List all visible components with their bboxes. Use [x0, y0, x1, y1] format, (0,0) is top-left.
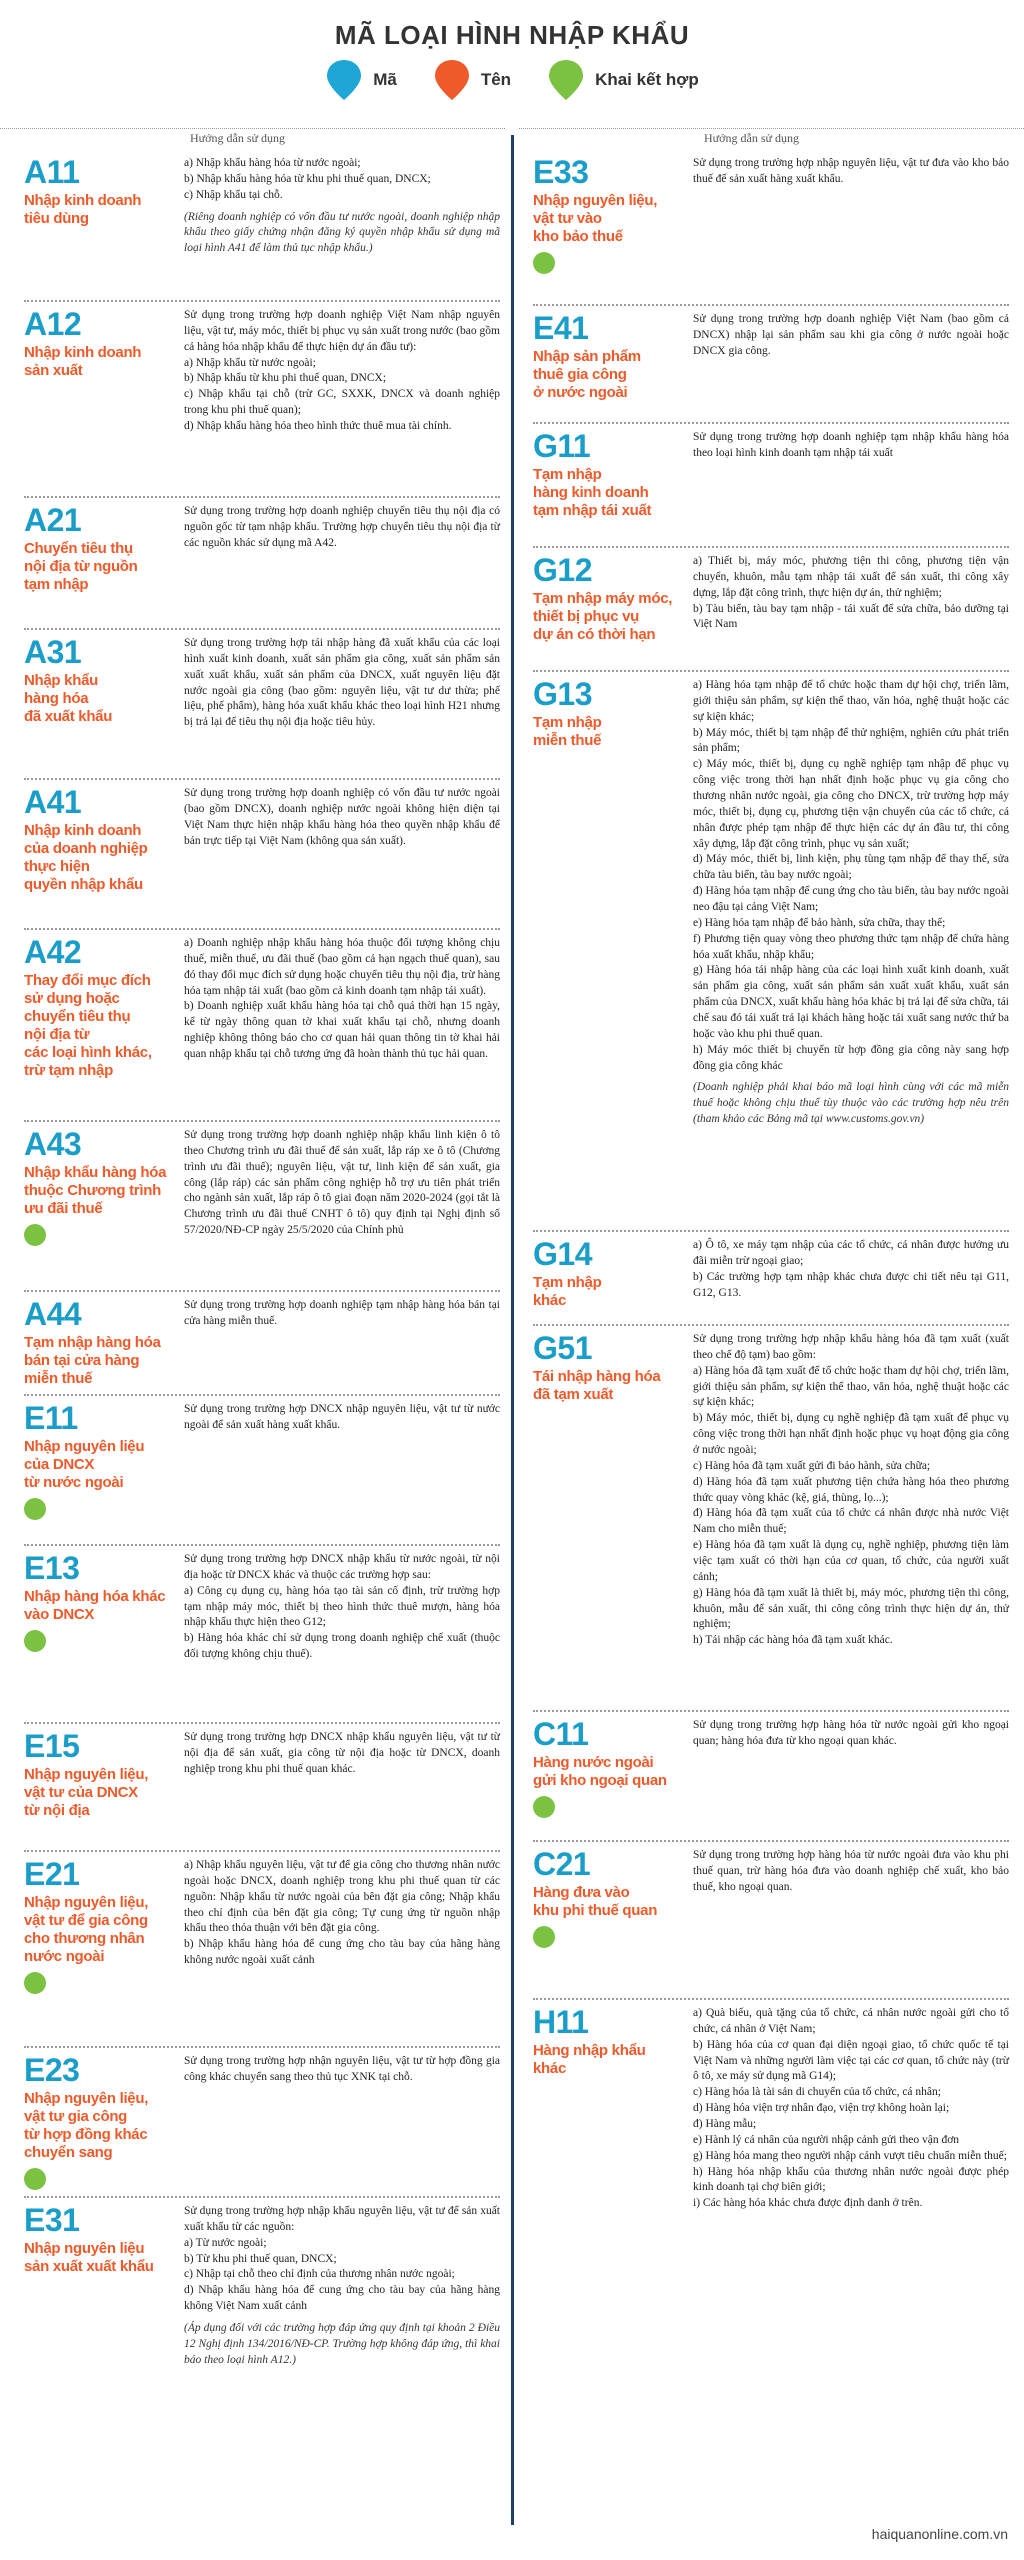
combined-declaration-dot-icon: [24, 2168, 46, 2190]
type-code: C11: [533, 1716, 589, 1752]
type-code: E11: [24, 1400, 78, 1436]
type-name: Chuyển tiêu thụ nội địa từ nguồn tạm nhập: [24, 540, 138, 593]
legend-label-combined: Khai kết hợp: [595, 70, 699, 89]
code-entry: [24, 498, 500, 630]
usage-text: Sử dụng trong trường hợp doanh nghiệp chuyển tiêu thụ nội địa có nguồn gốc từ tạm nhập khẩu. Trường hợp chuyển tiêu thụ nội địa từ các nguồn khác sử dụng mã A42.: [184, 505, 500, 549]
code-block: [24, 780, 184, 928]
code-entry: [24, 1396, 500, 1546]
type-name: Nhập khẩu hàng hóa đã xuất khẩu: [24, 672, 113, 725]
type-code: E33: [533, 154, 589, 190]
type-name: Nhập nguyên liệu, vật tư vào kho bảo thuế: [533, 192, 658, 245]
type-name: Hàng đưa vào khu phi thuế quan: [533, 1884, 658, 1919]
footer-source: haiquanonline.com.vn: [871, 2526, 1008, 2542]
usage-guide: [693, 1712, 1009, 1840]
type-name: Nhập khẩu hàng hóa thuộc Chương trình ưu đãi thuế: [24, 1164, 167, 1217]
code-entry: [24, 2198, 500, 2408]
code-block: [24, 930, 184, 1120]
code-entry: [533, 1842, 1009, 2000]
usage-guide: [693, 150, 1009, 304]
legend: [0, 58, 1024, 102]
usage-text: Sử dụng trong trường hợp nhập khẩu nguyên liệu, vật tư để sản xuất xuất khẩu từ các nguồn: a) Từ nước ngoài; b) Từ khu phi thuế quan, DNCX; c) Nhập tại chỗ theo chỉ định của thương nhân nước ngoài; d) Nhập khẩu hàng hóa để cung ứng cho tàu bay của hãng hàng không Việt Nam xuất cảnh: [184, 2205, 500, 2313]
code-block: [24, 1292, 184, 1394]
type-name: Thay đổi mục đích sử dụng hoặc chuyển tiêu thụ nội địa từ các loại hình khác, trừ tạm nhập: [24, 972, 152, 1079]
code-entry: [24, 930, 500, 1122]
usage-guide: [184, 1122, 500, 1290]
code-block: [533, 1232, 693, 1324]
usage-note: (Áp dụng đối với các trường hợp đáp ứng quy định tại khoản 2 Điều 12 Nghị định 134/2016/NĐ-CP. Trường hợp không đáp ứng, thì khai báo theo loại hình A12.): [184, 2322, 500, 2366]
code-entry: [24, 780, 500, 930]
combined-declaration-dot-icon: [533, 1796, 555, 1818]
usage-guide: [693, 2000, 1009, 2290]
usage-text: a) Nhập khẩu hàng hóa từ nước ngoài; b) Nhập khẩu hàng hóa từ khu phi thuế quan, DNCX; c) Nhập khẩu tại chỗ.: [184, 157, 431, 201]
type-name: Nhập nguyên liệu, vật tư để gia công cho thương nhân nước ngoài: [24, 1894, 149, 1965]
code-entry: [24, 630, 500, 780]
code-block: [533, 1326, 693, 1710]
type-name: Hàng nước ngoài gửi kho ngoại quan: [533, 1754, 667, 1789]
map-pin-icon: [547, 58, 585, 102]
type-code: E31: [24, 2202, 80, 2238]
usage-guide: [184, 930, 500, 1120]
legend-label-code: Mã: [373, 70, 397, 89]
usage-text: Sử dụng trong trường hợp DNCX nhập khẩu từ nước ngoài, từ nội địa hoặc từ DNCX khác và thuộc các trường hợp sau: a) Công cụ dụng cụ, hàng hóa tạo tài sản cố định, trừ trường hợp tạm nhập máy móc, thiết bị theo hình thức thuê mượn, hàng hóa nhập khẩu thực hiện theo G12; b) Hàng hóa khác chỉ sử dụng trong doanh nghiệp chế xuất (thuộc đối tượng không chịu thuế).: [184, 1553, 500, 1661]
code-entry: [24, 1546, 500, 1724]
type-name: Nhập nguyên liệu sản xuất xuất khẩu: [24, 2240, 154, 2275]
type-name: Hàng nhập khẩu khác: [533, 2042, 646, 2077]
pin-shape: [327, 60, 361, 100]
column-header-right: [519, 128, 1024, 146]
legend-item-name: [433, 58, 511, 102]
column-header-left: [0, 128, 505, 146]
usage-text: a) Thiết bị, máy móc, phương tiện thi công, phương tiện vận chuyển, khuôn, mẫu tạm nhập tái xuất để sản xuất, thi công xây dựng, lắp đặt công trình, thực hiện dự án, thử nghiệm; b) Tàu biển, tàu bay tạm nhập - tái xuất để sửa chữa, bảo dưỡng tại Việt Nam: [693, 555, 1009, 631]
type-name: Tái nhập hàng hóa đã tạm xuất: [533, 1368, 661, 1403]
code-block: [24, 498, 184, 628]
code-entry: [24, 2048, 500, 2198]
type-code: H11: [533, 2004, 589, 2040]
code-entry: [533, 306, 1009, 424]
usage-text: a) Ô tô, xe máy tạm nhập của các tổ chức, cá nhân được hưởng ưu đãi miễn trừ ngoại giao; b) Các trường hợp tạm nhập khác chưa được chi tiết nêu tại G11, G12, G13.: [693, 1239, 1009, 1299]
page-title: MÃ LOẠI HÌNH NHẬP KHẨU: [334, 20, 690, 50]
code-entry: [24, 1724, 500, 1852]
type-code: E41: [533, 310, 589, 346]
type-code: C21: [533, 1846, 591, 1882]
code-entry: [24, 150, 500, 302]
map-pin-icon: [433, 58, 471, 102]
code-block: [24, 630, 184, 778]
code-block: [24, 150, 184, 300]
type-name: Tạm nhập hàng kinh doanh tạm nhập tái xuất: [533, 466, 652, 519]
usage-guide: [693, 424, 1009, 546]
usage-text: a) Hàng hóa tạm nhập để tổ chức hoặc tham dự hội chợ, triển lãm, giới thiệu sản phẩm, sự kiện thể thao, văn hóa, nghệ thuật hoặc các sự kiện khác; b) Máy móc, thiết bị tạm nhập để thử nghiệm, nghiên cứu phát triển sản phẩm; c) Máy móc, thiết bị, dụng cụ nghề nghiệp tạm nhập để phục vụ công việc trong thời hạn nhất định hoặc phục vụ gia công cho thương nhân nước ngoài, gia công cho DNCX, trừ trường hợp máy móc, thiết bị, dụng cụ, phương tiện vận chuyển của các tổ chức, cá nhân được phép tạm nhập để thực hiện các dự án đầu tư, thi công xây dựng, lắp đặt công trình, phục vụ sản xuất; d) Máy móc, thiết bị, linh kiện, phụ tùng tạm nhập để thay thế, sửa chữa tàu biển, tàu bay nước ngoài; đ) Hàng hóa tạm nhập để cung ứng cho tàu biển, tàu bay nước ngoài neo đậu tại cảng Việt Nam; e) Hàng hóa tạm nhập để bảo hành, sửa chữa, thay thế; f) Phương tiện quay vòng theo phương thức tạm nhập để chứa hàng hóa xuất khẩu, nhập khẩu; g) Hàng hóa tái nhập hàng của các loại hình xuất kinh doanh, xuất sản phẩm gia công, xuất sản phẩm sản xuất xuất khẩu, xuất sản phẩm của DNCX, xuất khẩu hàng hóa khác bị trả lại để sửa chữa, tái chế sau đó tái xuất trả lại khách hàng hoặc tái xuất sang nước thứ ba hoặc vào khu phi thuế quan. h) Máy móc thiết bị chuyển từ hợp đồng gia công này sang hợp đồng gia công khác: [693, 679, 1009, 1072]
combined-declaration-dot-icon: [533, 1926, 555, 1948]
map-pin-icon: [325, 58, 363, 102]
type-name: Tạm nhập máy móc, thiết bị phục vụ dự án có thời hạn: [533, 590, 673, 643]
type-code: E23: [24, 2052, 80, 2088]
code-block: [24, 302, 184, 496]
code-block: [24, 1852, 184, 2046]
pin-shape: [435, 60, 469, 100]
type-code: A42: [24, 934, 82, 970]
code-entry: [533, 672, 1009, 1232]
usage-text: Sử dụng trong trường hợp doanh nghiệp tạm nhập hàng hóa bán tại cửa hàng miễn thuế.: [184, 1299, 500, 1327]
type-code: A41: [24, 784, 82, 820]
usage-text: a) Quà biếu, quà tặng của tổ chức, cá nhân nước ngoài gửi cho tổ chức, cá nhân ở Việt Nam; b) Hàng hóa của cơ quan đại diện ngoại giao, tổ chức quốc tế tại Việt Nam và những người làm việc tại các cơ quan, tổ chức này (trừ ô tô, xe máy sử dụng mã G14); c) Hàng hóa là tài sản di chuyển của tổ chức, cá nhân; d) Hàng hóa viện trợ nhân đạo, viện trợ không hoàn lại; đ) Hàng mẫu; e) Hành lý cá nhân của người nhập cảnh gửi theo vận đơn g) Hàng hóa mang theo người nhập cảnh vượt tiêu chuẩn miễn thuế; h) Hàng hóa nhập khẩu của thương nhân nước ngoài được phép kinh doanh tại chợ biên giới; i) Các hàng hóa khác chưa được định danh ở trên.: [693, 2007, 1009, 2210]
usage-text: a) Nhập khẩu nguyên liệu, vật tư để gia công cho thương nhân nước ngoài hoặc DNCX, doanh nghiệp trong khu phi thuế quan từ các nguồn: Nhập khẩu từ nước ngoài của bên đặt gia công; Nhập khẩu theo chỉ định của bên đặt gia công; Tự cung ứng từ nguồn nhập khẩu theo thỏa thuận với bên đặt gia công. b) Nhập khẩu hàng hóa để cung ứng cho tàu bay của hãng hàng không nước ngoài xuất cảnh: [184, 1859, 500, 1967]
column-header-right-label: Hướng dẫn sử dụng: [704, 131, 800, 145]
usage-text: Sử dụng trong trường hợp doanh nghiệp Việt Nam (bao gồm cả DNCX) nhập lại sản phẩm sau khi gia công ở nước ngoài hoặc DNCX gia công.: [693, 313, 1009, 357]
type-code: G11: [533, 428, 591, 464]
usage-guide: [693, 1842, 1009, 1998]
right-column: [533, 150, 1009, 2290]
usage-guide: [184, 1546, 500, 1722]
type-code: G12: [533, 552, 592, 588]
type-code: G13: [533, 676, 592, 712]
combined-declaration-dot-icon: [24, 1224, 46, 1246]
code-entry: [24, 302, 500, 498]
code-entry: [533, 424, 1009, 548]
usage-text: Sử dụng trong trường hợp DNCX nhập nguyên liệu, vật tư từ nước ngoài để sản xuất hàng xuất khẩu.: [184, 1403, 500, 1431]
legend-item-code: [325, 58, 397, 102]
code-entry: [533, 1712, 1009, 1842]
combined-declaration-dot-icon: [533, 252, 555, 274]
type-code: G14: [533, 1236, 592, 1272]
type-name: Nhập nguyên liệu của DNCX từ nước ngoài: [24, 1438, 145, 1491]
type-code: A21: [24, 502, 82, 538]
combined-declaration-dot-icon: [24, 1630, 46, 1652]
type-name: Nhập hàng hóa khác vào DNCX: [24, 1588, 166, 1623]
type-name: Tạm nhập khác: [533, 1274, 602, 1309]
code-entry: [533, 1326, 1009, 1712]
type-code: E13: [24, 1550, 80, 1586]
usage-guide: [184, 1396, 500, 1544]
code-block: [533, 1842, 693, 1998]
code-block: [24, 1396, 184, 1544]
code-entry: [533, 548, 1009, 672]
usage-guide: [184, 1852, 500, 2046]
usage-guide: [184, 2198, 500, 2408]
header: [0, 0, 1024, 130]
usage-text: Sử dụng trong trường hợp doanh nghiệp nhập khẩu linh kiện ô tô theo Chương trình ưu đãi thuế để sản xuất, lắp ráp xe ô tô (Chương trình ưu đãi thuế); nguyên liệu, vật tư, linh kiện để sản xuất, gia công (lắp ráp) các sản phẩm công nghiệp hỗ trợ ưu tiên phát triển cho ngành sản xuất, lắp ráp ô tô giai đoạn năm 2020-2024 (gọi tắt là Chương trình ưu đãi thuế CNHT ô tô) quy định tại Nghị định số 57/2020/NĐ-CP ngày 25/5/2020 của Chính phủ: [184, 1129, 500, 1237]
usage-guide: [184, 498, 500, 628]
usage-text: Sử dụng trong trường hợp nhập khẩu hàng hóa đã tạm xuất (xuất theo chế độ tạm) bao gồm: a) Hàng hóa đã tạm xuất để tổ chức hoặc tham dự hội chợ, triển lãm, giới thiệu sản phẩm, sự kiện thể thao, văn hóa, nghệ thuật hoặc các sự kiện khác; b) Máy móc, thiết bị, dụng cụ nghề nghiệp đã tạm xuất để phục vụ công việc trong thời hạn nhất định hoặc phục vụ hoạt động gia công ở nước ngoài; c) Hàng hóa đã tạm xuất gửi đi bảo hành, sửa chữa; d) Hàng hóa đã tạm xuất phương tiện chứa hàng hóa theo phương thức quay vòng khác (kệ, giá, thùng, lọ...); đ) Hàng hóa đã tạm xuất của tổ chức cá nhân được nhà nước Việt Nam cho miễn thuế; e) Hàng hóa đã tạm xuất là dụng cụ, nghề nghiệp, phương tiện làm việc tạm xuất có thời hạn của cơ quan, tổ chức, của người xuất cảnh; g) Hàng hóa đã tạm xuất là thiết bị, máy móc, phương tiện thi công, khuôn, mẫu để sản xuất, thi công công trình thực hiện dự án, thử nghiệm; h) Tái nhập các hàng hóa đã tạm xuất khác.: [693, 1333, 1009, 1647]
type-code: A12: [24, 306, 82, 342]
type-code: E15: [24, 1728, 80, 1764]
usage-text: Sử dụng trong trường hợp doanh nghiệp có vốn đầu tư nước ngoài (bao gồm DNCX), doanh nghiệp nước ngoài không hiện diện tại Việt Nam thực hiện nhập khẩu hàng hóa theo quyền nhập khẩu để bán trực tiếp tại Việt Nam (không qua sản xuất).: [184, 787, 500, 847]
type-name: Tạm nhập miễn thuế: [533, 714, 602, 749]
usage-text: Sử dụng trong trường hợp nhận nguyên liệu, vật tư từ hợp đồng gia công khác chuyển sang theo thủ tục XNK tại chỗ.: [184, 2055, 500, 2083]
code-entry: [24, 1122, 500, 1292]
usage-text: Sử dụng trong trường hợp nhập nguyên liệu, vật tư đưa vào kho bảo thuế để sản xuất hàng xuất khẩu.: [693, 157, 1009, 185]
usage-text: Sử dụng trong trường hợp doanh nghiệp Việt Nam nhập nguyên liệu, vật tư, máy móc, thiết bị phục vụ sản xuất trong nước (bao gồm cả hàng hóa nhập khẩu để thực hiện dự án đầu tư): a) Nhập khẩu từ nước ngoài; b) Nhập khẩu từ khu phi thuế quan, DNCX; c) Nhập khẩu tại chỗ (trừ GC, SXXK, DNCX và doanh nghiệp trong khu phi thuế quan); d) Nhập khẩu hàng hóa theo hình thức thuê mua tài chính.: [184, 309, 500, 433]
usage-guide: [184, 302, 500, 496]
column-divider: [511, 135, 514, 2525]
type-name: Nhập kinh doanh của doanh nghiệp thực hiện quyền nhập khẩu: [24, 822, 148, 893]
usage-guide: [184, 2048, 500, 2196]
type-name: Nhập nguyên liệu, vật tư gia công từ hợp đồng khác chuyển sang: [24, 2090, 149, 2161]
code-block: [533, 2000, 693, 2290]
usage-text: Sử dụng trong trường hợp hàng hóa từ nước ngoài đưa vào khu phi thuế quan, trừ hàng hóa đưa vào doanh nghiệp chế xuất, kho bảo thuế, kho ngoại quan.: [693, 1849, 1009, 1893]
column-header-left-label: Hướng dẫn sử dụng: [190, 131, 286, 145]
usage-text: Sử dụng trong trường hợp DNCX nhập khẩu nguyên liệu, vật tư từ nội địa để sản xuất, gia công từ nội địa hoặc từ DNCX, doanh nghiệp trong khu phi thuế quan khác.: [184, 1731, 500, 1775]
type-code: A43: [24, 1126, 82, 1162]
usage-guide: [693, 306, 1009, 422]
usage-guide: [693, 672, 1009, 1230]
code-block: [24, 1724, 184, 1850]
code-block: [24, 2198, 184, 2408]
code-entry: [24, 1852, 500, 2048]
type-code: E21: [24, 1856, 80, 1892]
type-code: A11: [24, 154, 80, 190]
code-entry: [24, 1292, 500, 1396]
usage-guide: [693, 548, 1009, 670]
left-column: [24, 150, 500, 2408]
type-name: Tạm nhập hàng hóa bán tại cửa hàng miễn thuế: [24, 1334, 161, 1387]
usage-text: Sử dụng trong trường hợp hàng hóa từ nước ngoài gửi kho ngoại quan; hàng hóa đưa từ kho ngoại quan khác.: [693, 1719, 1009, 1747]
code-entry: [533, 1232, 1009, 1326]
usage-guide: [184, 150, 500, 300]
code-entry: [533, 150, 1009, 306]
type-code: G51: [533, 1330, 592, 1366]
usage-guide: [184, 780, 500, 928]
code-block: [533, 424, 693, 546]
usage-text: a) Doanh nghiệp nhập khẩu hàng hóa thuộc đối tượng không chịu thuế, miễn thuế, ưu đãi thuế (bao gồm cả hạn ngạch thuế quan), sau đó thay đổi mục đích sử dụng hoặc chuyển tiêu thụ nội địa, trừ hàng hóa tạm nhập tái xuất (bao gồm cả kinh doanh tạm nhập tái xuất). b) Doanh nghiệp xuất khẩu hàng hóa tại chỗ quá thời hạn 15 ngày, kể từ ngày thông quan tờ khai xuất khẩu tại chỗ, nhưng doanh nghiệp không thông báo cho cơ quan hải quan thông tin tờ khai hải quan nhập khẩu tại chỗ tương ứng đã hoàn thành thủ tục hải quan.: [184, 937, 500, 1061]
usage-note: (Doanh nghiệp phải khai báo mã loại hình cùng với các mã miễn thuế hoặc không chịu thuế tùy thuộc vào các trường hợp nêu trên (tham khảo các Bảng mã tại www.customs.gov.vn): [693, 1081, 1009, 1126]
code-block: [533, 150, 693, 304]
code-block: [24, 1546, 184, 1722]
code-block: [533, 672, 693, 1230]
legend-label-name: Tên: [480, 70, 512, 89]
code-block: [533, 1712, 693, 1840]
usage-text: Sử dụng trong trường hợp doanh nghiệp tạm nhập khẩu hàng hóa theo loại hình kinh doanh tạm nhập tái xuất: [693, 431, 1009, 459]
usage-guide: [184, 630, 500, 778]
usage-guide: [184, 1724, 500, 1850]
type-name: Nhập nguyên liệu, vật tư của DNCX từ nội địa: [24, 1766, 149, 1819]
code-block: [24, 1122, 184, 1290]
type-name: Nhập kinh doanh tiêu dùng: [24, 192, 142, 227]
type-code: A44: [24, 1296, 82, 1332]
code-block: [533, 306, 693, 422]
usage-note: (Riêng doanh nghiệp có vốn đầu tư nước ngoài, doanh nghiệp nhập khẩu theo giấy chứng nhận đăng ký quyền nhập khẩu sử dụng mã loại hình A41 để làm thủ tục nhập khẩu.): [184, 210, 500, 255]
usage-guide: [693, 1326, 1009, 1710]
code-block: [533, 548, 693, 670]
type-name: Nhập kinh doanh sản xuất: [24, 344, 142, 379]
combined-declaration-dot-icon: [24, 1498, 46, 1520]
usage-guide: [184, 1292, 500, 1394]
usage-text: Sử dụng trong trường hợp tái nhập hàng đã xuất khẩu của các loại hình xuất kinh doanh, xuất sản phẩm gia công, xuất sản phẩm sản xuất xuất khẩu, xuất sản phẩm của DNCX, xuất nguyên liệu đặt nước ngoài gia công (bao gồm: nguyên liệu, vật tư dư thừa; phế liệu, phế phẩm), hàng hóa xuất khẩu khác theo loại hình H21 nhưng bị trả lại để tiêu thụ nội địa hoặc tiêu hủy.: [184, 637, 500, 729]
type-code: A31: [24, 634, 82, 670]
pin-shape: [549, 60, 583, 100]
combined-declaration-dot-icon: [24, 1972, 46, 1994]
legend-item-combined: [547, 58, 699, 102]
type-name: Nhập sản phẩm thuê gia công ở nước ngoài: [533, 348, 641, 401]
code-block: [24, 2048, 184, 2196]
code-entry: [533, 2000, 1009, 2290]
usage-guide: [693, 1232, 1009, 1324]
